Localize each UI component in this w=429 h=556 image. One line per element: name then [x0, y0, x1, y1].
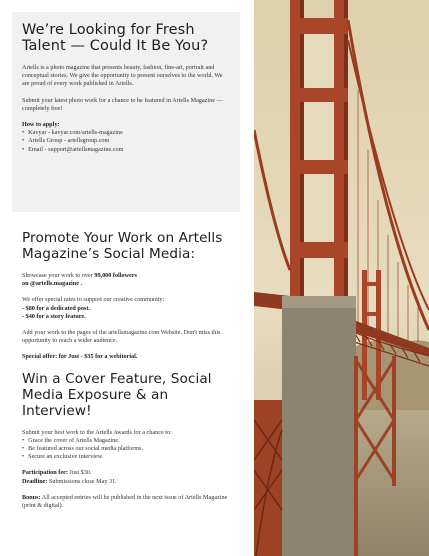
cover-title-line1: Win a Cover Feature, Social: [22, 370, 212, 387]
talent-intro: Artells is a photo magazine that presents beauty, fashion, fine-art, portrait and conceptual stories. We give the opportunity to present ourselves to the world. We are proud of every work published in Artells.: [22, 64, 223, 88]
bonus-label: Bonus:: [22, 493, 41, 501]
offer-intro: We offer special rates to support our creative community:: [22, 296, 165, 304]
pier-column: [392, 356, 396, 486]
showcase-text: [22, 272, 230, 288]
talent-title-line1: We’re Looking for Fresh: [22, 22, 195, 38]
bridge-illustration: [254, 0, 429, 556]
bridge-photo: [254, 0, 429, 556]
arch-truss: [254, 400, 282, 556]
far-tower-beam: [362, 312, 381, 316]
deadline-label: Deadline:: [22, 477, 48, 485]
participation-fee: [22, 469, 230, 477]
bonus: [22, 494, 230, 510]
offer-post: - $80 for a dedicated post.: [22, 304, 90, 312]
special-offer: Special offer: for Just - $35 for a webitorial.: [22, 353, 138, 361]
awards-intro: Submit your best work to the Artells Awards for a chance to:: [22, 428, 172, 436]
talent-title: [22, 22, 230, 54]
apply-email-link[interactable]: • Email - support@artellsmagazine.com: [22, 146, 230, 154]
showcase-followers: 99,000 followers: [94, 272, 137, 279]
deadline-value: Submissions close May 31.: [48, 477, 117, 485]
showcase-handle: on @artells.magazine .: [22, 280, 83, 288]
bonus-text: All accepted entries will be published in the next issue of Artells Magazine (print & digital).: [22, 493, 228, 510]
talent-panel: [12, 12, 240, 212]
promote-title-line2: Magazine’s Social Media:: [22, 246, 196, 262]
talent-submit-text: Submit your latest photo work for a chance to be featured in Artells Magazine — completely free!: [22, 96, 223, 112]
website-text: Add your work to the pages of the artellsmagazine.com Website. Don't miss this opportunity to reach a wider audience.: [22, 329, 221, 345]
tower-opening: [304, 174, 334, 242]
apply-artells-group-link[interactable]: • Artells Group - artellsgroup.com: [22, 137, 230, 145]
talent-title-line2: Talent — Could It Be You?: [22, 38, 209, 54]
perk-item: • Secure an exclusive interview.: [22, 453, 230, 461]
fee-value: Just $30.: [69, 469, 92, 477]
pier-column: [354, 356, 358, 556]
promote-title: [22, 230, 230, 262]
far-tower-beam: [362, 282, 381, 286]
pier-cap: [282, 296, 356, 308]
tower-opening: [304, 34, 334, 88]
tower-beam: [290, 88, 348, 102]
showcase-line1: Showcase your work to over: [22, 272, 93, 279]
cover-title-line2: Media Exposure & an Interview!: [22, 386, 169, 419]
tower-beam: [290, 18, 348, 34]
deadline: [22, 478, 230, 486]
offer-story: - $40 for a story feature.: [22, 312, 86, 320]
how-to-apply-list: [22, 129, 230, 154]
how-to-apply-label: How to apply:: [22, 121, 60, 129]
tower-beam: [290, 160, 348, 174]
fee-label: Participation fee:: [22, 469, 68, 477]
apply-kavyar-link[interactable]: • Kavyar - kavyar.com/artells-magazine: [22, 129, 230, 137]
promote-panel: [12, 222, 240, 552]
cover-title: [22, 371, 230, 419]
tower-beam: [290, 242, 348, 258]
perk-item: • Be featured across our social media platforms.: [22, 445, 230, 453]
perk-item: • Grace the cover of Artells Magazine.: [22, 437, 230, 445]
promote-title-line1: Promote Your Work on Artells: [22, 230, 223, 246]
concrete-pier: [282, 296, 356, 556]
awards-perks-list: [22, 437, 230, 462]
tower-opening: [304, 102, 334, 160]
